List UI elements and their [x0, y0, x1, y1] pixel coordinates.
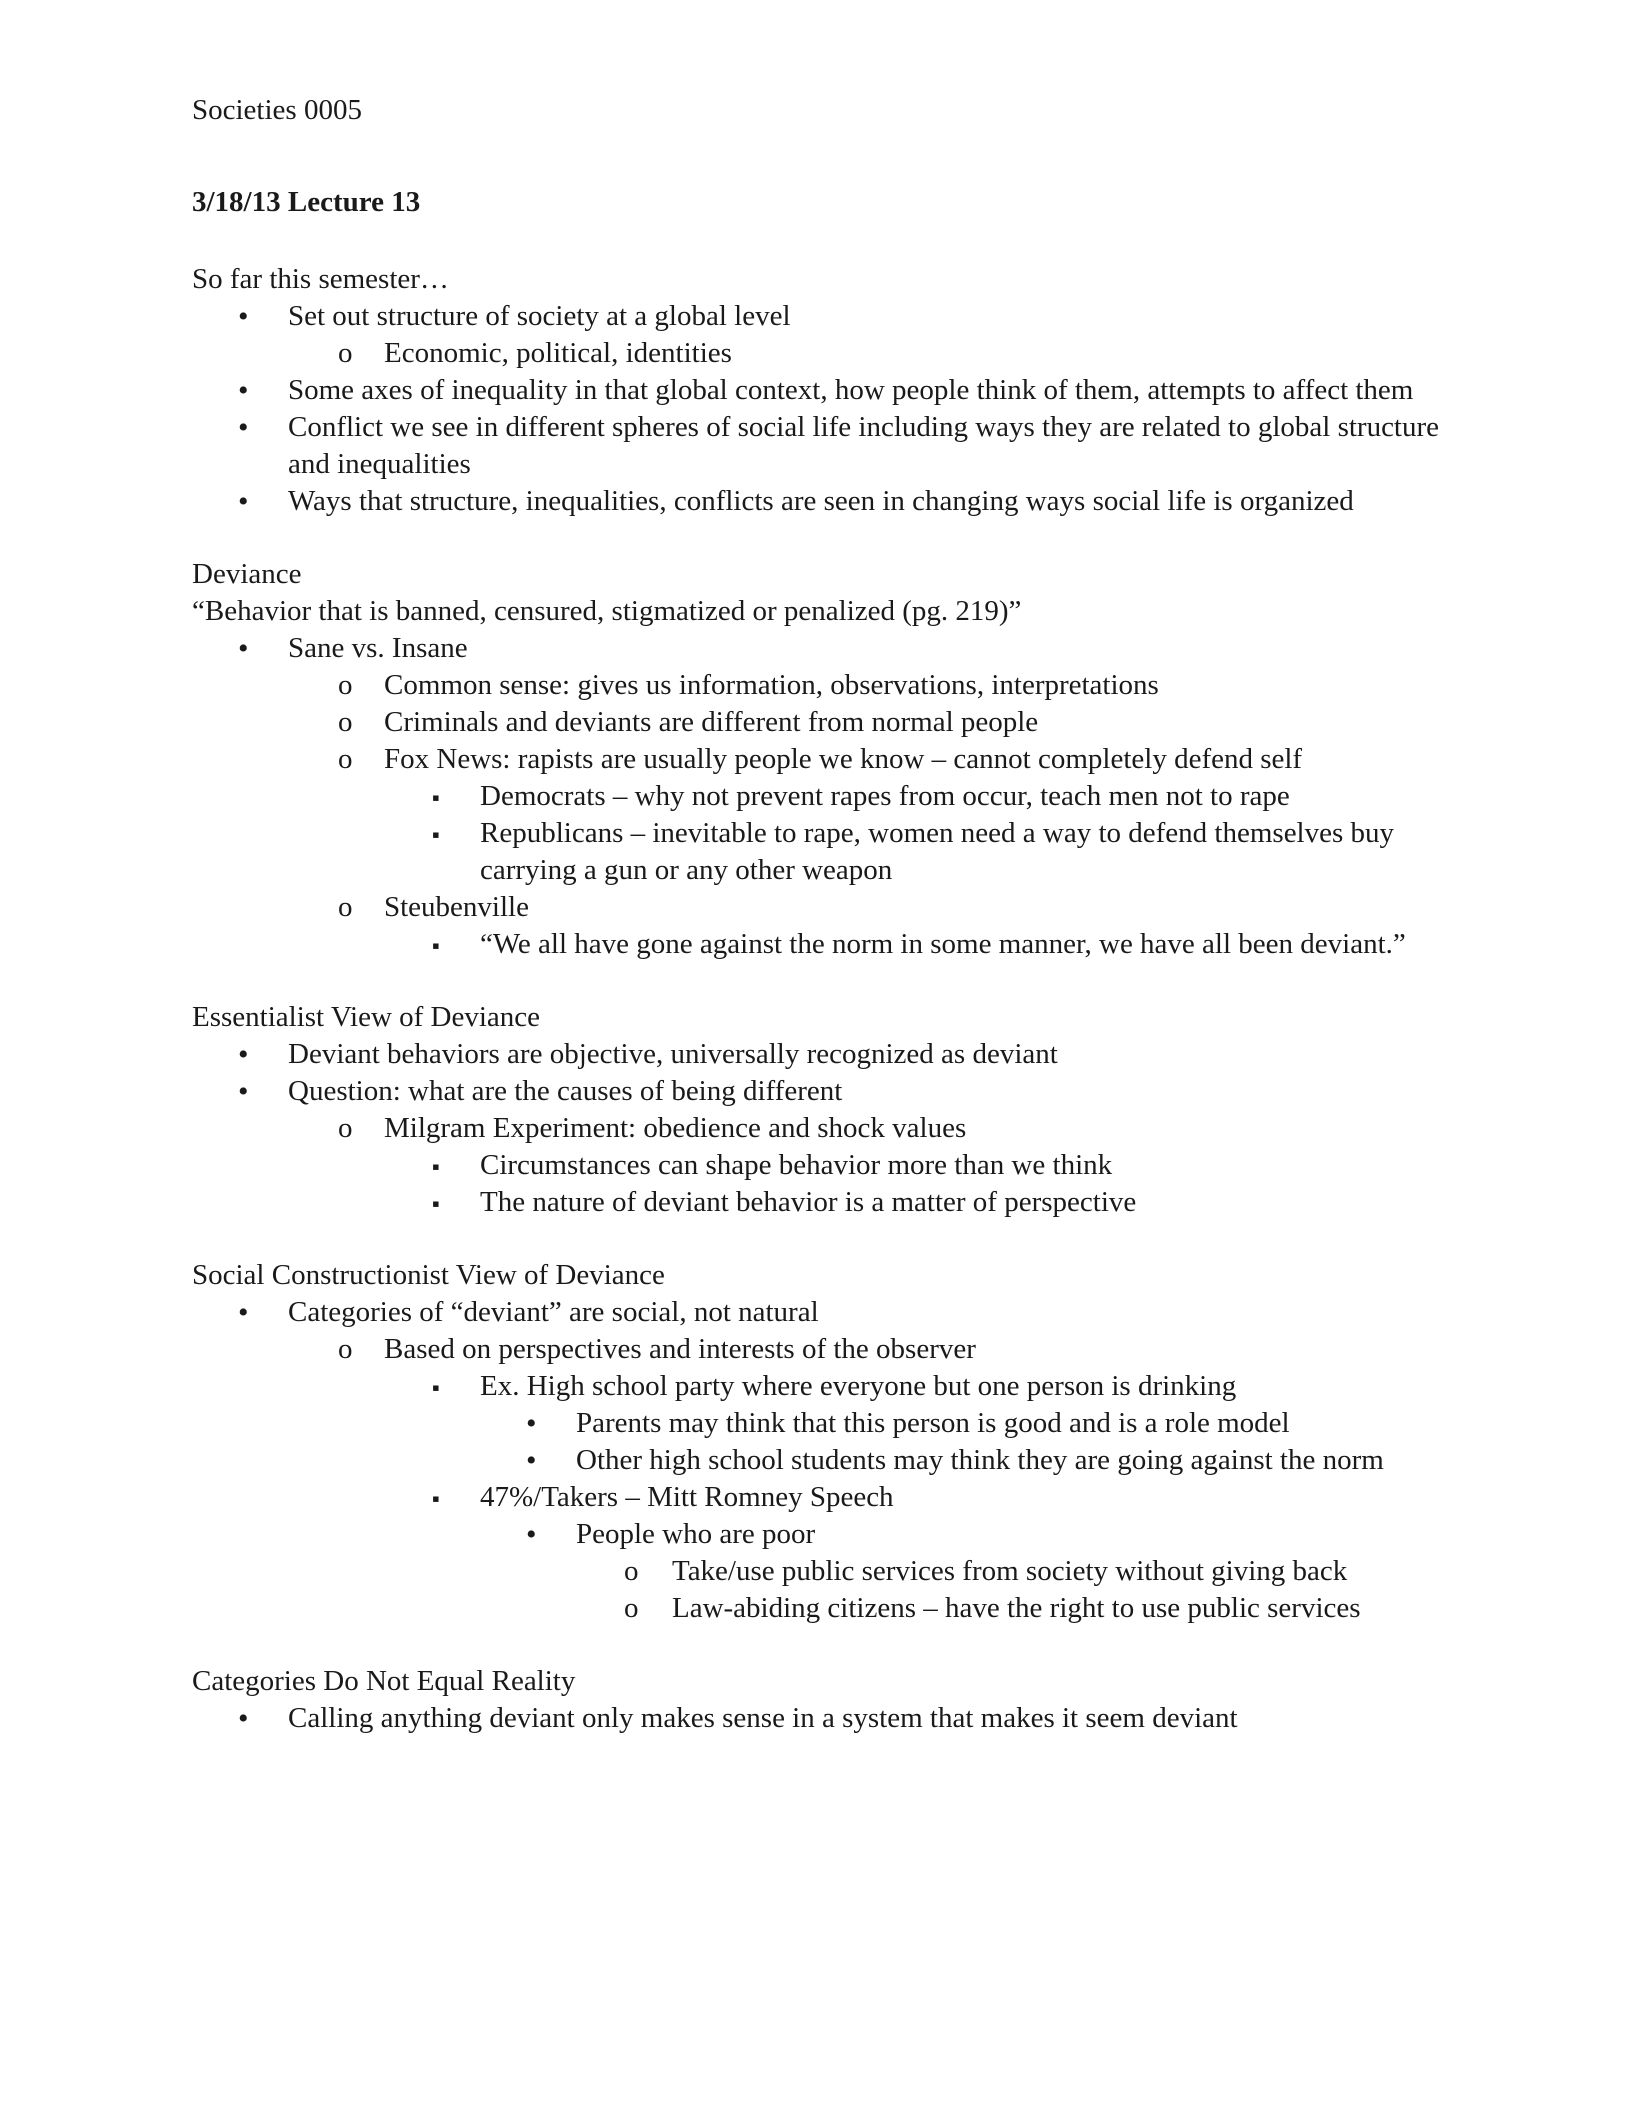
bullet-icon: [238, 483, 249, 521]
sub-sub-bullet-list: [192, 1147, 1452, 1221]
section-heading: So far this semester…: [192, 263, 449, 295]
bullet-icon: [338, 1110, 353, 1147]
bullet-icon: [432, 815, 440, 853]
list-item: [192, 889, 1452, 926]
list-item: [192, 1184, 1452, 1221]
list-item: [192, 1553, 1452, 1590]
list-item-text: People who are poor: [576, 1518, 816, 1550]
list-item-text: Other high school students may think they are going against the norm: [576, 1444, 1384, 1476]
course-title: Societies 0005: [192, 94, 362, 126]
list-item: [192, 704, 1452, 741]
list-item: [192, 1036, 1452, 1073]
bullet-list: [192, 1036, 1452, 1110]
list-item-text: Democrats – why not prevent rapes from occur, teach men not to rape: [480, 780, 1290, 812]
list-item: [192, 1073, 1452, 1110]
section-heading: Categories Do Not Equal Reality: [192, 1665, 576, 1697]
bullet-icon: [238, 409, 249, 447]
list-item-text: Deviant behaviors are objective, universally recognized as deviant: [288, 1038, 1058, 1070]
bullet-icon: [432, 926, 440, 964]
list-item-text: “We all have gone against the norm in some manner, we have all been deviant.”: [480, 928, 1406, 960]
bullet-icon: [238, 1700, 249, 1738]
list-item: [192, 1110, 1452, 1147]
list-item-text: Milgram Experiment: obedience and shock values: [384, 1112, 967, 1144]
list-item-text: Fox News: rapists are usually people we know – cannot completely defend self: [384, 743, 1303, 775]
bullet-icon: [526, 1442, 537, 1480]
bullet-icon: [432, 1147, 440, 1185]
level4-bullet-list: [192, 1516, 1452, 1553]
list-item-text: Ex. High school party where everyone but one person is drinking: [480, 1370, 1237, 1402]
bullet-icon: [432, 1479, 440, 1517]
list-item-text: Republicans – inevitable to rape, women need a way to defend themselves buy carrying a gun or any other weapon: [480, 817, 1395, 886]
list-item: [192, 741, 1452, 778]
sub-bullet-list: [192, 667, 1452, 778]
list-item: [192, 1294, 1452, 1331]
level4-bullet-list: [192, 1405, 1452, 1479]
list-item-text: Economic, political, identities: [384, 337, 732, 369]
list-item-text: Parents may think that this person is good and is a role model: [576, 1407, 1290, 1439]
section-heading: Deviance: [192, 558, 302, 590]
list-item: [192, 409, 1452, 483]
bullet-icon: [526, 1516, 537, 1554]
list-item: [192, 1405, 1452, 1442]
list-item-text: Question: what are the causes of being different: [288, 1075, 843, 1107]
sub-sub-bullet-list: [192, 1479, 1452, 1516]
bullet-list: [192, 372, 1452, 520]
bullet-list: [192, 630, 1452, 667]
bullet-icon: [432, 1368, 440, 1406]
list-item-text: Common sense: gives us information, observations, interpretations: [384, 669, 1159, 701]
list-item-text: Categories of “deviant” are social, not natural: [288, 1296, 819, 1328]
bullet-icon: [238, 1294, 249, 1332]
bullet-icon: [238, 372, 249, 410]
bullet-icon: [238, 630, 249, 668]
document-page: [192, 92, 1452, 1773]
bullet-list: [192, 1700, 1452, 1737]
sub-sub-bullet-list: [192, 926, 1452, 963]
section-constructionist: [192, 1257, 1452, 1627]
list-item: [192, 483, 1452, 520]
sub-sub-bullet-list: [192, 1368, 1452, 1405]
list-item-text: Based on perspectives and interests of the observer: [384, 1333, 976, 1365]
bullet-icon: [526, 1405, 537, 1443]
section-so-far: [192, 261, 1452, 520]
bullet-list: [192, 1294, 1452, 1331]
list-item-text: Set out structure of society at a global level: [288, 300, 791, 332]
bullet-list: [192, 298, 1452, 335]
lecture-title: 3/18/13 Lecture 13: [192, 186, 421, 218]
list-item: [192, 926, 1452, 963]
bullet-icon: [432, 778, 440, 816]
section-categories: [192, 1663, 1452, 1737]
list-item: [192, 1368, 1452, 1405]
list-item: [192, 1331, 1452, 1368]
list-item: [192, 1479, 1452, 1516]
list-item-text: Some axes of inequality in that global context, how people think of them, attempts to affect them: [288, 374, 1414, 406]
bullet-icon: [238, 1073, 249, 1111]
list-item: [192, 667, 1452, 704]
definition-quote: “Behavior that is banned, censured, stigmatized or penalized (pg. 219)”: [192, 595, 1022, 627]
sub-bullet-list: [192, 889, 1452, 926]
list-item: [192, 1590, 1452, 1627]
section-deviance: [192, 556, 1452, 963]
sub-sub-bullet-list: [192, 778, 1452, 889]
list-item: [192, 298, 1452, 335]
bullet-icon: [338, 704, 353, 741]
bullet-icon: [338, 1331, 353, 1368]
list-item-text: Circumstances can shape behavior more than we think: [480, 1149, 1113, 1181]
list-item: [192, 630, 1452, 667]
list-item-text: Calling anything deviant only makes sense in a system that makes it seem deviant: [288, 1702, 1238, 1734]
list-item: [192, 778, 1452, 815]
list-item-text: Ways that structure, inequalities, conflicts are seen in changing ways social life is organized: [288, 485, 1354, 517]
bullet-icon: [432, 1184, 440, 1222]
list-item: [192, 1516, 1452, 1553]
list-item-text: Criminals and deviants are different from normal people: [384, 706, 1039, 738]
bullet-icon: [338, 741, 353, 778]
list-item: [192, 1700, 1452, 1737]
level5-bullet-list: [192, 1553, 1452, 1627]
section-heading: Essentialist View of Deviance: [192, 1001, 541, 1033]
sub-bullet-list: [192, 335, 1452, 372]
bullet-icon: [624, 1553, 639, 1590]
bullet-icon: [238, 1036, 249, 1074]
list-item: [192, 1442, 1452, 1479]
list-item-text: Conflict we see in different spheres of social life including ways they are related to global structure and inequalities: [288, 411, 1440, 480]
section-heading: Social Constructionist View of Deviance: [192, 1259, 665, 1291]
section-essentialist: [192, 999, 1452, 1221]
sub-bullet-list: [192, 1331, 1452, 1368]
sub-bullet-list: [192, 1110, 1452, 1147]
list-item-text: 47%/Takers – Mitt Romney Speech: [480, 1481, 894, 1513]
bullet-icon: [338, 889, 353, 926]
bullet-icon: [338, 667, 353, 704]
bullet-icon: [624, 1590, 639, 1627]
list-item-text: The nature of deviant behavior is a matter of perspective: [480, 1186, 1137, 1218]
list-item-text: Law-abiding citizens – have the right to use public services: [672, 1592, 1361, 1624]
list-item-text: Steubenville: [384, 891, 529, 923]
bullet-icon: [338, 335, 353, 372]
list-item: [192, 815, 1452, 889]
list-item: [192, 372, 1452, 409]
list-item: [192, 335, 1452, 372]
list-item: [192, 1147, 1452, 1184]
bullet-icon: [238, 298, 249, 336]
list-item-text: Sane vs. Insane: [288, 632, 468, 664]
list-item-text: Take/use public services from society without giving back: [672, 1555, 1348, 1587]
